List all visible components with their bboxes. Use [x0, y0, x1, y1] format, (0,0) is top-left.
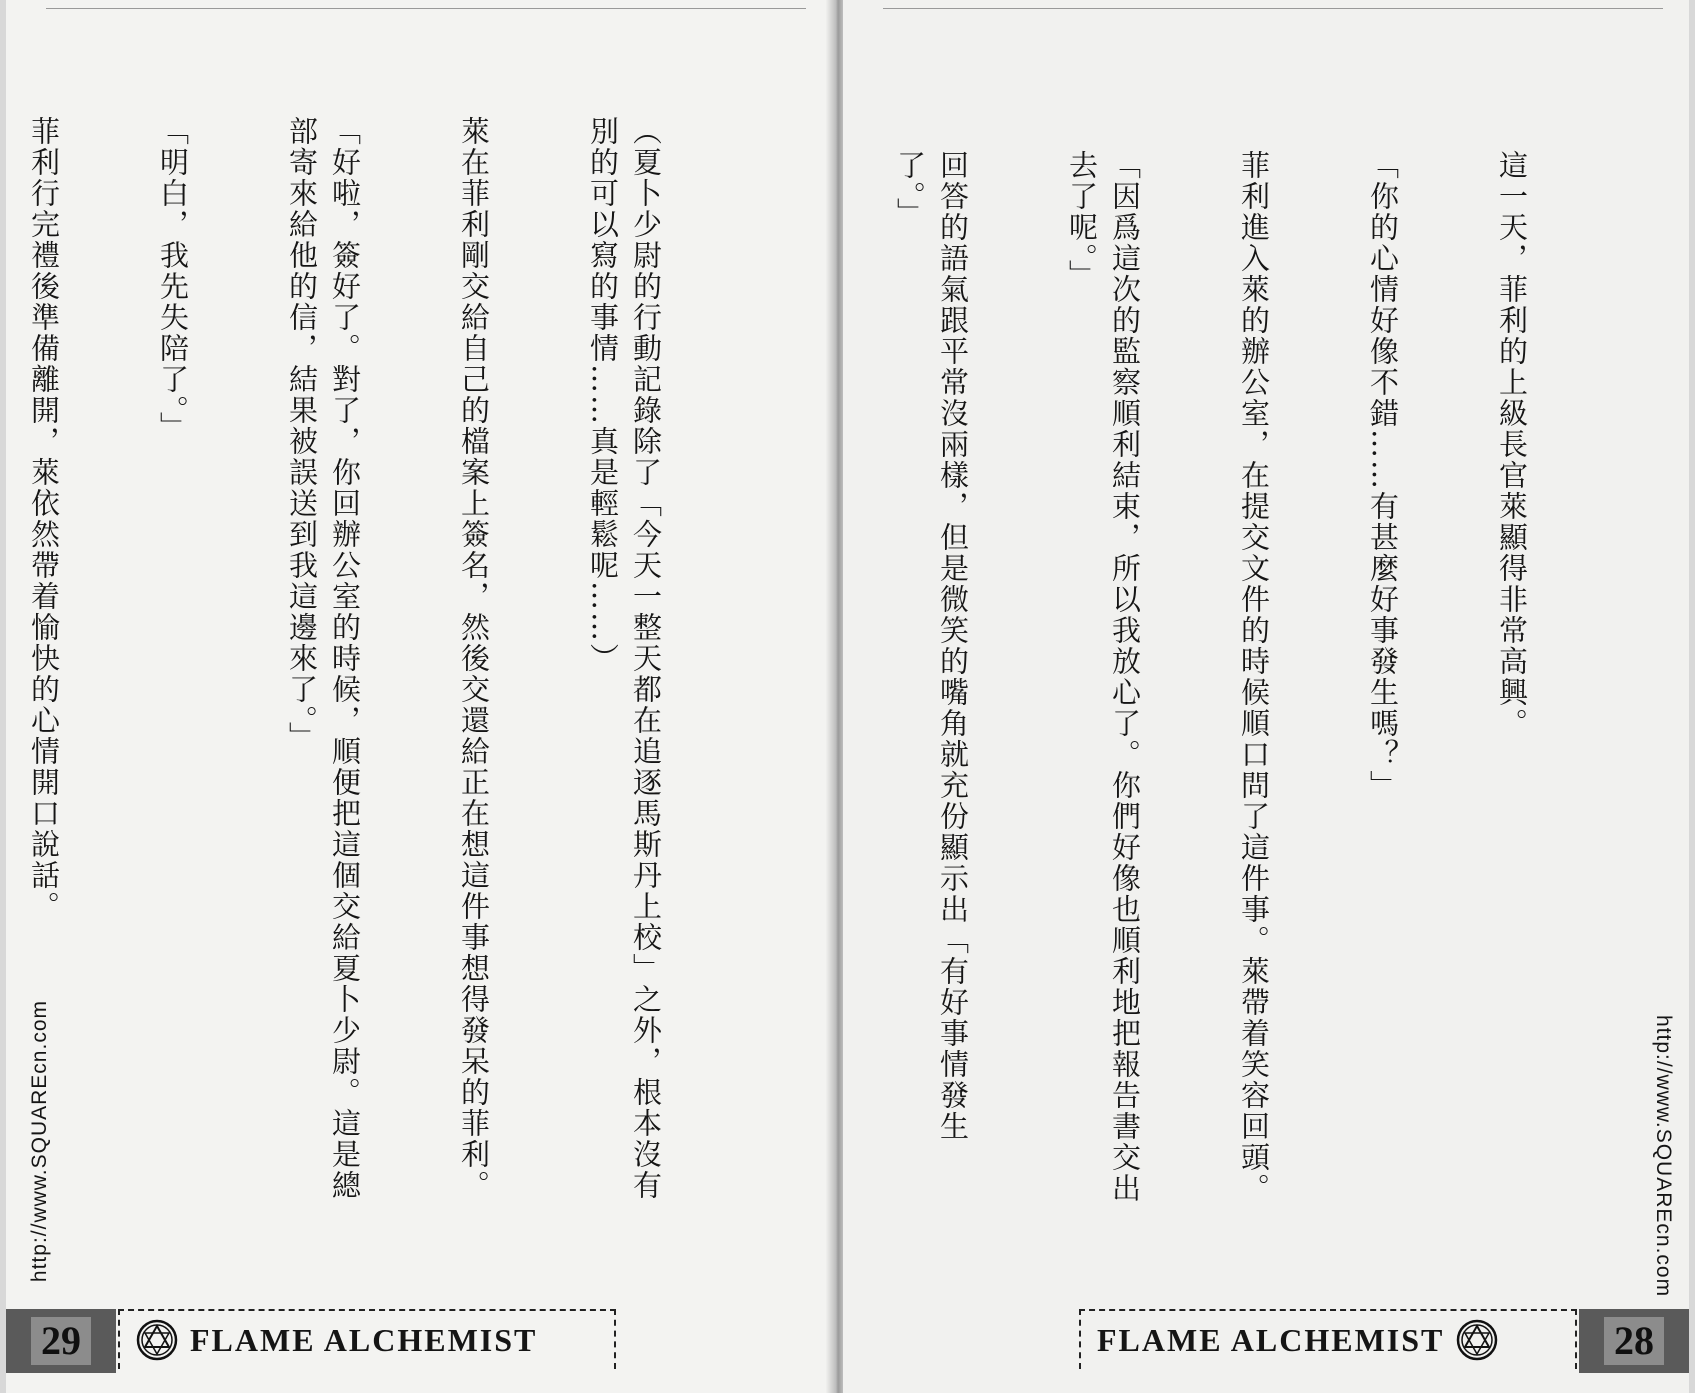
footer-title: FLAME ALCHEMIST [190, 1321, 538, 1358]
page-number [6, 1309, 116, 1373]
paragraph: 回答的語氣跟平常沒兩樣，但是微笑的嘴角就充份顯示出「有好事情發生了。」 [893, 150, 970, 1142]
watermark-url: http://www.SQUAREcn.com [1652, 1015, 1675, 1298]
paragraph: 菲利進入萊的辦公室，在提交文件的時候順口問了這件事。萊帶着笑容回頭。 [1237, 150, 1271, 1204]
paragraph: 萊在菲利剛交給自己的檔案上簽名，然後交還給正在想這件事想得發呆的菲利。 [457, 116, 491, 1201]
paragraph: 「好啦，簽好了。對了，你回辦公室的時候，順便把這個交給夏卜少尉。這是總部寄來給他的信，結果被誤送到我這邊來了。」 [285, 116, 362, 1201]
top-rule [883, 8, 1663, 9]
paragraph: 「你的心情好像不錯……有甚麼好事發生嗎？」 [1366, 150, 1400, 801]
watermark-url: http://www.SQUAREcn.com [28, 1000, 51, 1283]
transmutation-circle-icon [1456, 1319, 1498, 1361]
transmutation-circle-icon [136, 1319, 178, 1361]
footer-title-box [118, 1309, 616, 1369]
page-number-text: 29 [31, 1317, 91, 1365]
footer-title-box [1079, 1309, 1577, 1369]
right-page [843, 0, 1689, 1393]
paragraph: （夏卜少尉的行動記錄除了「今天一整天都在追逐馬斯丹上校」之外，根本沒有別的可以寫的事情……真是輕鬆呢……） [586, 116, 663, 1201]
paragraph: 這一天，菲利的上級長官萊顯得非常高興。 [1495, 150, 1529, 739]
right-footer [1069, 1309, 1689, 1373]
page-number [1579, 1309, 1689, 1373]
paragraph: 「因爲這次的監察順利結束，所以我放心了。你們好像也順利地把報告書交出去了呢。」 [1065, 150, 1142, 1204]
left-footer [6, 1309, 626, 1373]
footer-title: FLAME ALCHEMIST [1097, 1321, 1445, 1358]
top-rule [46, 8, 806, 9]
right-page-text [843, 150, 1619, 1205]
paragraph: 菲利行完禮後準備離開，萊依然帶着愉快的心情開口說話。 [27, 116, 61, 922]
page-number-text: 28 [1604, 1317, 1664, 1365]
left-page [6, 0, 831, 1393]
paragraph: 「明白，我先失陪了。」 [156, 116, 190, 443]
left-page-text [6, 116, 753, 1201]
